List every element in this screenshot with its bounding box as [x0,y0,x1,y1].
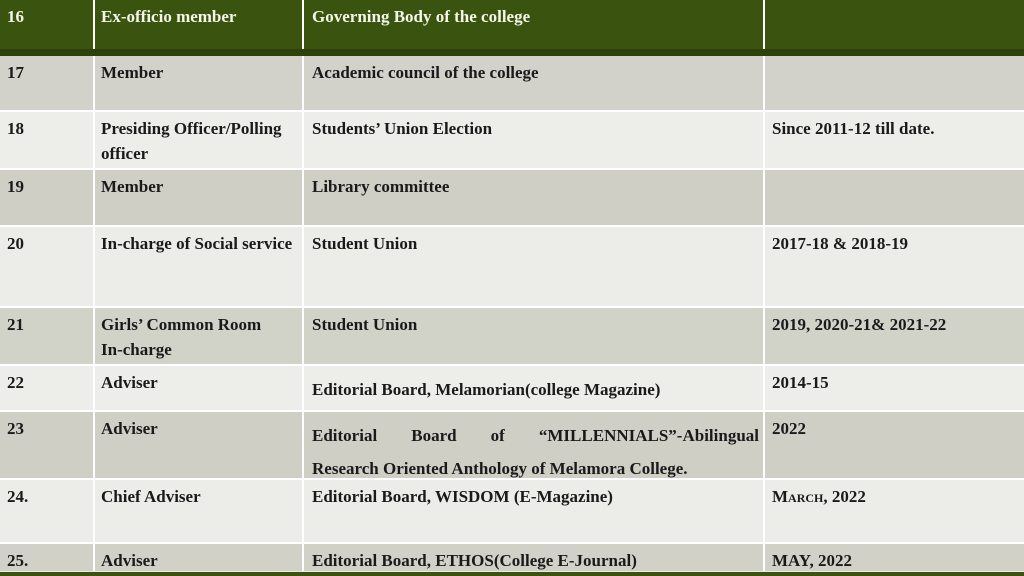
table-row-23 [0,410,1024,478]
cell-serial: 18 [7,119,24,138]
cell-body-line-2: Research Oriented Anthology of Melamora College. [312,459,688,478]
table-row-25 [0,542,1024,571]
cell-period: 2019, 2020-21& 2021-22 [763,308,1024,364]
cell-body: Academic council of the college [302,56,763,110]
cell-period: Since 2011-12 till date. [763,112,1024,168]
cell-body: Student Union [302,308,763,364]
cell-role: Adviser [93,544,302,571]
cell-period [763,0,1024,49]
table-row-22 [0,364,1024,410]
cell-serial: 21 [7,315,24,334]
cell-period [763,56,1024,110]
cell-body: Governing Body of the college [302,0,763,49]
cell-body: Students’ Union Election [302,112,763,168]
cell-role: Member [93,170,302,225]
cell-serial: 19 [7,177,24,196]
cell-serial: 20 [7,234,24,253]
cell-body [302,412,763,478]
cell-serial: 16 [7,7,24,26]
table-row-17 [0,56,1024,110]
cell-serial: 24. [7,487,29,506]
cell-period: 2022 [763,412,1024,478]
cell-period: March, 2022 [763,480,1024,542]
cell-period: MAY, 2022 [763,544,1024,571]
cell-role: In-⁠charge of Social service [93,227,302,306]
cell-body: Editorial Board, ETHOS(College E-Journal) [302,544,763,571]
cell-body: Library committee [302,170,763,225]
cell-body-line-1: Editorial Board of “MILLENNIALS”-Abilingual [312,426,759,445]
cell-role: Adviser [93,412,302,478]
cell-role: Presiding Officer/⁠Polling officer [93,112,302,168]
cell-serial: 22 [7,373,24,392]
cell-period [763,170,1024,225]
cell-role: Chief Adviser [93,480,302,542]
table-row-20 [0,225,1024,306]
cell-role: Member [93,56,302,110]
cell-body: Editorial Board, WISDOM (E-Magazine) [302,480,763,542]
cell-serial: 23 [7,419,24,438]
cell-role: Girls’ Common Room In-⁠charge [93,308,302,364]
slide-background-strip [0,571,1024,576]
table-row-19 [0,168,1024,225]
table-row-24 [0,478,1024,542]
cell-role: Adviser [93,366,302,410]
cell-serial: 25. [7,551,29,570]
table-row-21 [0,306,1024,364]
cell-serial: 17 [7,63,24,82]
cell-period: 2014-15 [763,366,1024,410]
cell-period: 2017-18 & 2018-19 [763,227,1024,306]
table-row-16 [0,0,1024,56]
cell-body: Editorial Board, Melamorian(college Magazine) [302,366,763,410]
table-row-18 [0,110,1024,168]
cell-role: Ex-officio member [93,0,302,49]
cell-body: Student Union [302,227,763,306]
